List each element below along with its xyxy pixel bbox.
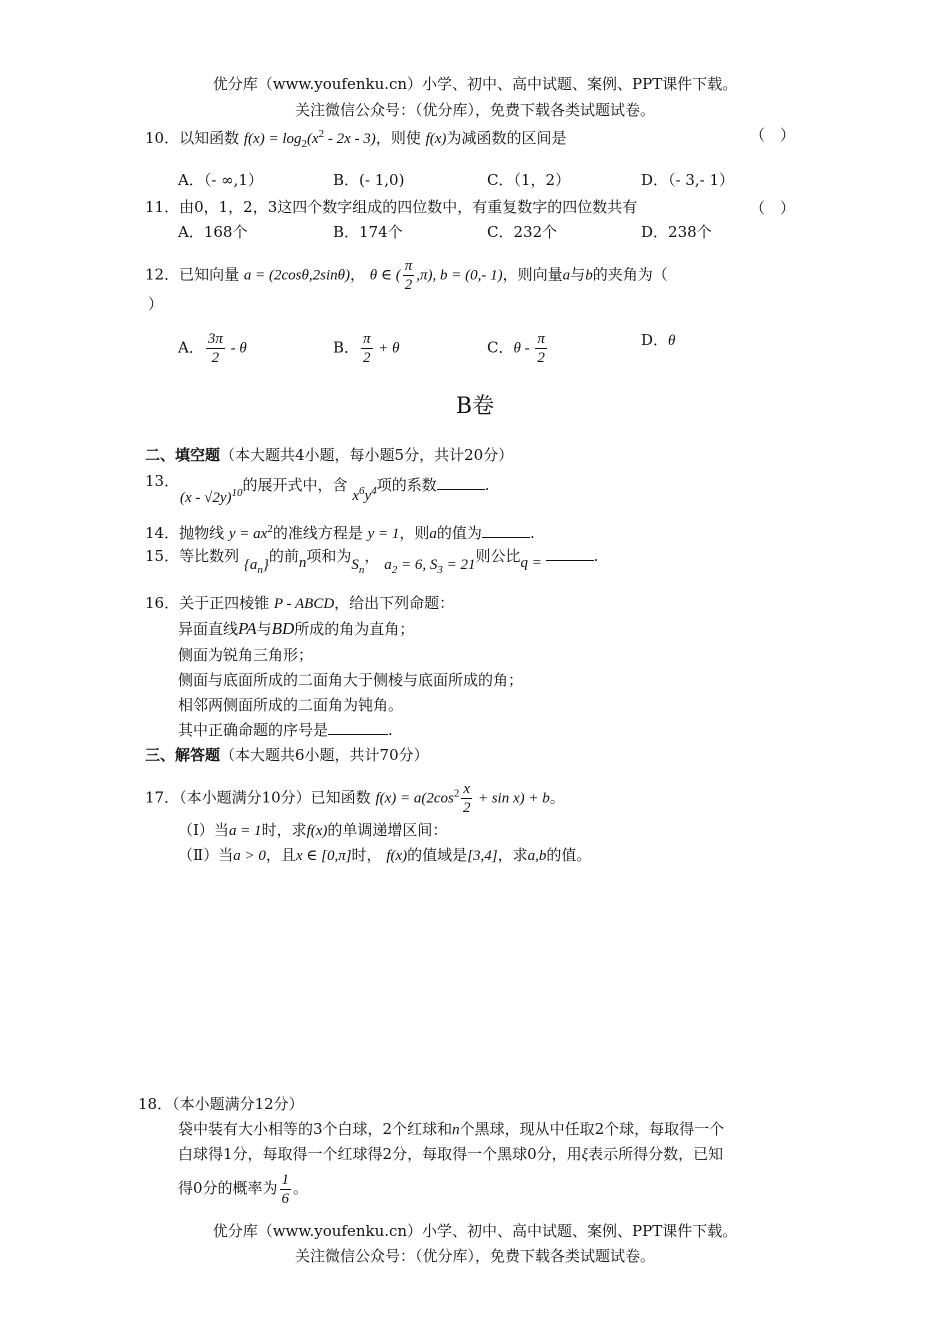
q10-formula-sup: 2	[318, 128, 325, 140]
fraction-numerator: x	[463, 781, 471, 797]
q13-body	[180, 471, 490, 506]
q15-text-3: 项和为	[306, 547, 352, 565]
option-label: D．	[641, 331, 669, 349]
q16-s1-text-c: 所成的角为直角；	[294, 620, 415, 638]
q12-text-3: ，则向量	[502, 265, 563, 284]
q17-part-1	[178, 820, 447, 841]
question-number: 15．	[145, 547, 180, 565]
fraction-denominator: 2	[363, 350, 371, 366]
question-number: 10．	[145, 129, 180, 147]
fraction-denominator: 2	[211, 350, 220, 366]
q15-mid: = 6, S	[397, 557, 438, 573]
q10-option-d: D．（- 3,- 1）	[641, 171, 735, 189]
question-18	[138, 1094, 304, 1114]
q18-l1-text-b: 个黑球，现从中任取2个球，每取得一个	[459, 1120, 725, 1138]
q11-text: 由0，1，2，3这四个数字组成的四位数中，有重复数字的四位数共有	[179, 198, 638, 216]
q10-formula-1c: - 2x - 3)	[324, 131, 376, 147]
q10-formula-1: f(x) = log	[243, 131, 302, 147]
option-label: C．	[487, 338, 514, 357]
q10-formula-sub: 2	[301, 138, 307, 150]
fraction-denominator: 2	[404, 277, 413, 293]
q14-formula-1: y = ax	[228, 526, 268, 542]
question-16	[145, 593, 454, 614]
question-number: 18．	[138, 1095, 173, 1113]
q16-formula-1: P - ABCD	[273, 596, 335, 612]
q12-fraction	[403, 257, 415, 294]
q17-p2-text-a: （Ⅱ）当	[178, 846, 234, 864]
q15-tail: = 21	[442, 557, 476, 573]
q15-text-1: 等比数列	[179, 547, 240, 565]
q18-l1-n: n	[452, 1122, 460, 1138]
q17-p2-text-d: 的值域是	[407, 846, 468, 864]
q12-formula-2b: ,π), b = (0,- 1)	[416, 267, 503, 284]
option-tail: - θ	[226, 340, 247, 357]
option-value: θ	[668, 333, 676, 349]
q15-a-sub: 2	[391, 564, 398, 576]
q10-formula-1b: (x	[307, 131, 319, 147]
q15-formula-4	[384, 557, 476, 576]
q10-option-b: B．(- 1,0)	[333, 171, 405, 189]
q17-p1-text-a: （Ⅰ）当	[178, 821, 229, 839]
question-number: 17．	[145, 788, 180, 807]
q17-p2-text-e: ，求	[497, 846, 528, 864]
fraction-numerator: 3π	[207, 331, 223, 347]
q16-s1-text-a: 异面直线	[178, 620, 239, 638]
q18-end: 。	[293, 1179, 309, 1197]
question-number: 13．	[145, 472, 180, 490]
fraction-denominator: 2	[537, 350, 545, 366]
q16-answer-blank[interactable]	[328, 720, 388, 735]
q13-formula-1-sup: 10	[231, 487, 243, 499]
q10-option-a: A．（- ∞,1）	[178, 171, 263, 189]
question-number: 14．	[145, 524, 180, 542]
q18-l2-text-b: 表示所得分数，已知	[588, 1145, 724, 1163]
q12-close-paren: ）	[148, 295, 164, 313]
q13-end: .	[484, 476, 490, 494]
q16-end: .	[388, 721, 393, 739]
question-13	[145, 471, 179, 491]
q18-l2-text-a: 白球得1分，每取得一个红球得2分，每取得一个黑球0分，用	[178, 1145, 582, 1163]
q12-text-5: 的夹角为（	[592, 265, 668, 284]
q16-s1-pa: PA	[238, 619, 257, 638]
q18-head: （本小题满分12分）	[172, 1095, 304, 1113]
q17-p2-text-f: 的值。	[546, 846, 592, 864]
q10-answer-paren: （ ）	[750, 126, 796, 144]
q12-text-4: 与	[570, 265, 586, 284]
q13-y: y	[364, 488, 372, 504]
q15-text-2: 的前	[268, 547, 299, 565]
fraction-numerator: π	[363, 331, 371, 347]
q15-s-sub: n	[358, 564, 365, 576]
q18-fraction	[280, 1171, 292, 1208]
question-10	[145, 124, 566, 154]
header-line-2: 关注微信公众号：（优分库），免费下载各类试题试卷。	[294, 101, 655, 119]
q17-end: 。	[549, 788, 565, 807]
q12-text-1: 已知向量	[179, 265, 240, 284]
q16-statement-3: 侧面与底面所成的二面角大于侧棱与底面所成的角；	[178, 671, 524, 689]
part-3-heading	[145, 745, 429, 765]
q13-x: x	[352, 488, 360, 504]
option-label: B．	[333, 338, 360, 357]
q13-y-sup: 4	[371, 485, 377, 497]
q17-p2-formula-5: a,b	[527, 848, 547, 864]
q16-answer-line	[178, 720, 393, 740]
q14-text-4: 的值为	[436, 524, 482, 542]
q18-line-2	[178, 1144, 723, 1165]
q12-text-2: ，	[350, 265, 366, 284]
q14-text-2: 的准线方程是	[272, 524, 363, 542]
q11-option-b: B．174个	[333, 223, 403, 241]
question-number: 11．	[145, 198, 180, 216]
q18-l2-xi: ξ	[581, 1147, 589, 1163]
q15-text-4: ，	[364, 547, 380, 565]
question-number: 16．	[145, 594, 180, 612]
section-b-title: B卷	[455, 394, 495, 419]
q15-answer-blank[interactable]	[546, 546, 594, 561]
q17-formula-sup: 2	[453, 787, 460, 800]
q10-text-1: 以知函数	[179, 129, 240, 147]
q16-text-1: 关于正四棱锥	[179, 594, 270, 612]
q17-p2-formula-2: x ∈ [0,π]	[295, 848, 352, 864]
q14-end: .	[529, 524, 535, 542]
q12-vector-a: a	[562, 267, 571, 284]
fraction-denominator: 2	[462, 800, 471, 816]
q11-option-d: D．238个	[641, 223, 712, 241]
q18-l1-text-a: 袋中装有大小相等的3个白球，2个红球和	[178, 1120, 453, 1138]
option-fraction	[206, 330, 225, 367]
part-2-desc: （本大题共4小题，每小题5分，共计20分）	[220, 446, 514, 464]
q17-p2-formula-4: [3,4]	[467, 848, 498, 864]
q16-statement-2: 侧面为锐角三角形；	[178, 646, 314, 664]
q14-formula-1-sup: 2	[267, 523, 273, 535]
question-11	[145, 197, 637, 217]
q17-p2-text-c: 时，	[351, 846, 382, 864]
q12-option-d	[641, 330, 675, 351]
option-label: A．	[178, 338, 204, 357]
q15-s3-sub: 3	[437, 564, 443, 576]
q17-part-2	[178, 845, 591, 866]
q14-text-3: ，则	[399, 524, 430, 542]
option-fraction	[535, 330, 547, 367]
q17-p2-formula-3: f(x)	[386, 848, 408, 864]
part-2-heading	[145, 445, 513, 465]
option-fraction	[361, 330, 373, 367]
q14-formula-3: a	[429, 526, 437, 542]
q11-answer-paren: （ ）	[750, 199, 796, 217]
q13-x-sup: 6	[359, 485, 365, 497]
q13-formula-2	[352, 485, 377, 504]
option-head: θ -	[513, 340, 534, 357]
q12-vector-b: b	[585, 267, 593, 284]
q17-p1-text-c: 的单调递增区间：	[327, 821, 448, 839]
q10-formula-2: f(x)	[425, 131, 447, 147]
footer-line-2: 关注微信公众号：（优分库），免费下载各类试题试卷。	[294, 1247, 655, 1265]
q15-end: .	[593, 547, 599, 565]
q17-p1-formula-1: a = 1	[228, 823, 262, 839]
q13-text-1: 的展开式中，含	[242, 476, 348, 494]
q18-line-3	[178, 1170, 308, 1208]
q10-text-3: 为减函数的区间是	[446, 129, 567, 147]
question-number: 12．	[145, 265, 180, 284]
q12-formula-1: a = (2cosθ,2sinθ)	[243, 267, 350, 284]
q12-option-b	[333, 330, 400, 367]
q17-formula-1b: + sin x) + b	[474, 790, 550, 807]
q13-text-2: 项的系数	[376, 476, 437, 494]
q10-option-c: C．（1，2）	[487, 171, 571, 189]
q14-formula-2: y = 1	[367, 526, 400, 542]
header-line-1: 优分库（www.youfenku.cn）小学、初中、高中试题、案例、PPT课件下载。	[212, 75, 738, 93]
q14-text-1: 抛物线	[179, 524, 225, 542]
q15-formula-3	[351, 557, 365, 576]
q16-statement-4: 相邻两侧面所成的二面角为钝角。	[178, 696, 404, 714]
q15-seq-close: }	[262, 557, 269, 573]
q11-option-a: A．168个	[178, 223, 248, 241]
q14-answer-blank[interactable]	[482, 523, 530, 538]
q15-a: a	[384, 557, 392, 573]
q16-s1-bd: BD	[271, 619, 295, 638]
option-tail: + θ	[374, 340, 400, 357]
q17-fraction	[461, 780, 472, 817]
q10-text-2: ，则使	[375, 129, 421, 147]
q17-p1-formula-2: f(x)	[306, 823, 328, 839]
fraction-numerator: 1	[281, 1171, 290, 1188]
q15-text-5: 则公比	[475, 547, 521, 565]
q17-p2-text-b: ，且	[265, 846, 296, 864]
fraction-numerator: π	[537, 331, 545, 347]
q18-l3-text: 得0分的概率为	[178, 1179, 278, 1197]
q13-formula-1	[180, 487, 243, 506]
fraction-denominator: 6	[281, 1190, 290, 1207]
q15-s: S	[351, 557, 359, 573]
q12-option-c	[487, 330, 549, 367]
q12-option-a	[178, 330, 247, 367]
q16-prompt: 其中正确命题的序号是	[178, 721, 329, 739]
question-15	[145, 546, 599, 576]
q17-p2-formula-1: a > 0	[233, 848, 266, 864]
q16-statement-1	[178, 619, 414, 639]
question-14	[145, 519, 535, 544]
part-2-title: 二、填空题	[145, 446, 221, 464]
q17-text-1: （本小题满分10分）已知函数	[179, 788, 371, 807]
q18-line-1	[178, 1119, 724, 1140]
question-17	[145, 780, 565, 817]
q15-seq: {a	[243, 557, 258, 573]
q15-n: n	[298, 555, 307, 571]
q15-seq-sub: n	[257, 564, 263, 576]
part-3-title: 三、解答题	[145, 746, 221, 764]
q17-p1-text-b: 时，求	[261, 821, 307, 839]
q16-text-2: ，给出下列命题：	[334, 594, 455, 612]
q13-formula-1-text: (x - √2y)	[180, 490, 232, 506]
fraction-numerator: π	[404, 258, 413, 274]
q11-option-c: C．232个	[487, 223, 558, 241]
footer-line-1: 优分库（www.youfenku.cn）小学、初中、高中试题、案例、PPT课件下载。	[212, 1222, 738, 1240]
question-12	[145, 257, 668, 294]
q15-formula-1	[243, 557, 269, 576]
q17-formula-1: f(x) = a(2cos	[375, 790, 454, 807]
part-3-desc: （本大题共6小题，共计70分）	[220, 746, 429, 764]
q12-formula-2a: θ ∈ (	[369, 267, 401, 284]
q15-q: q =	[520, 555, 546, 571]
q16-s1-text-b: 与	[256, 620, 272, 638]
q13-answer-blank[interactable]	[437, 475, 485, 490]
